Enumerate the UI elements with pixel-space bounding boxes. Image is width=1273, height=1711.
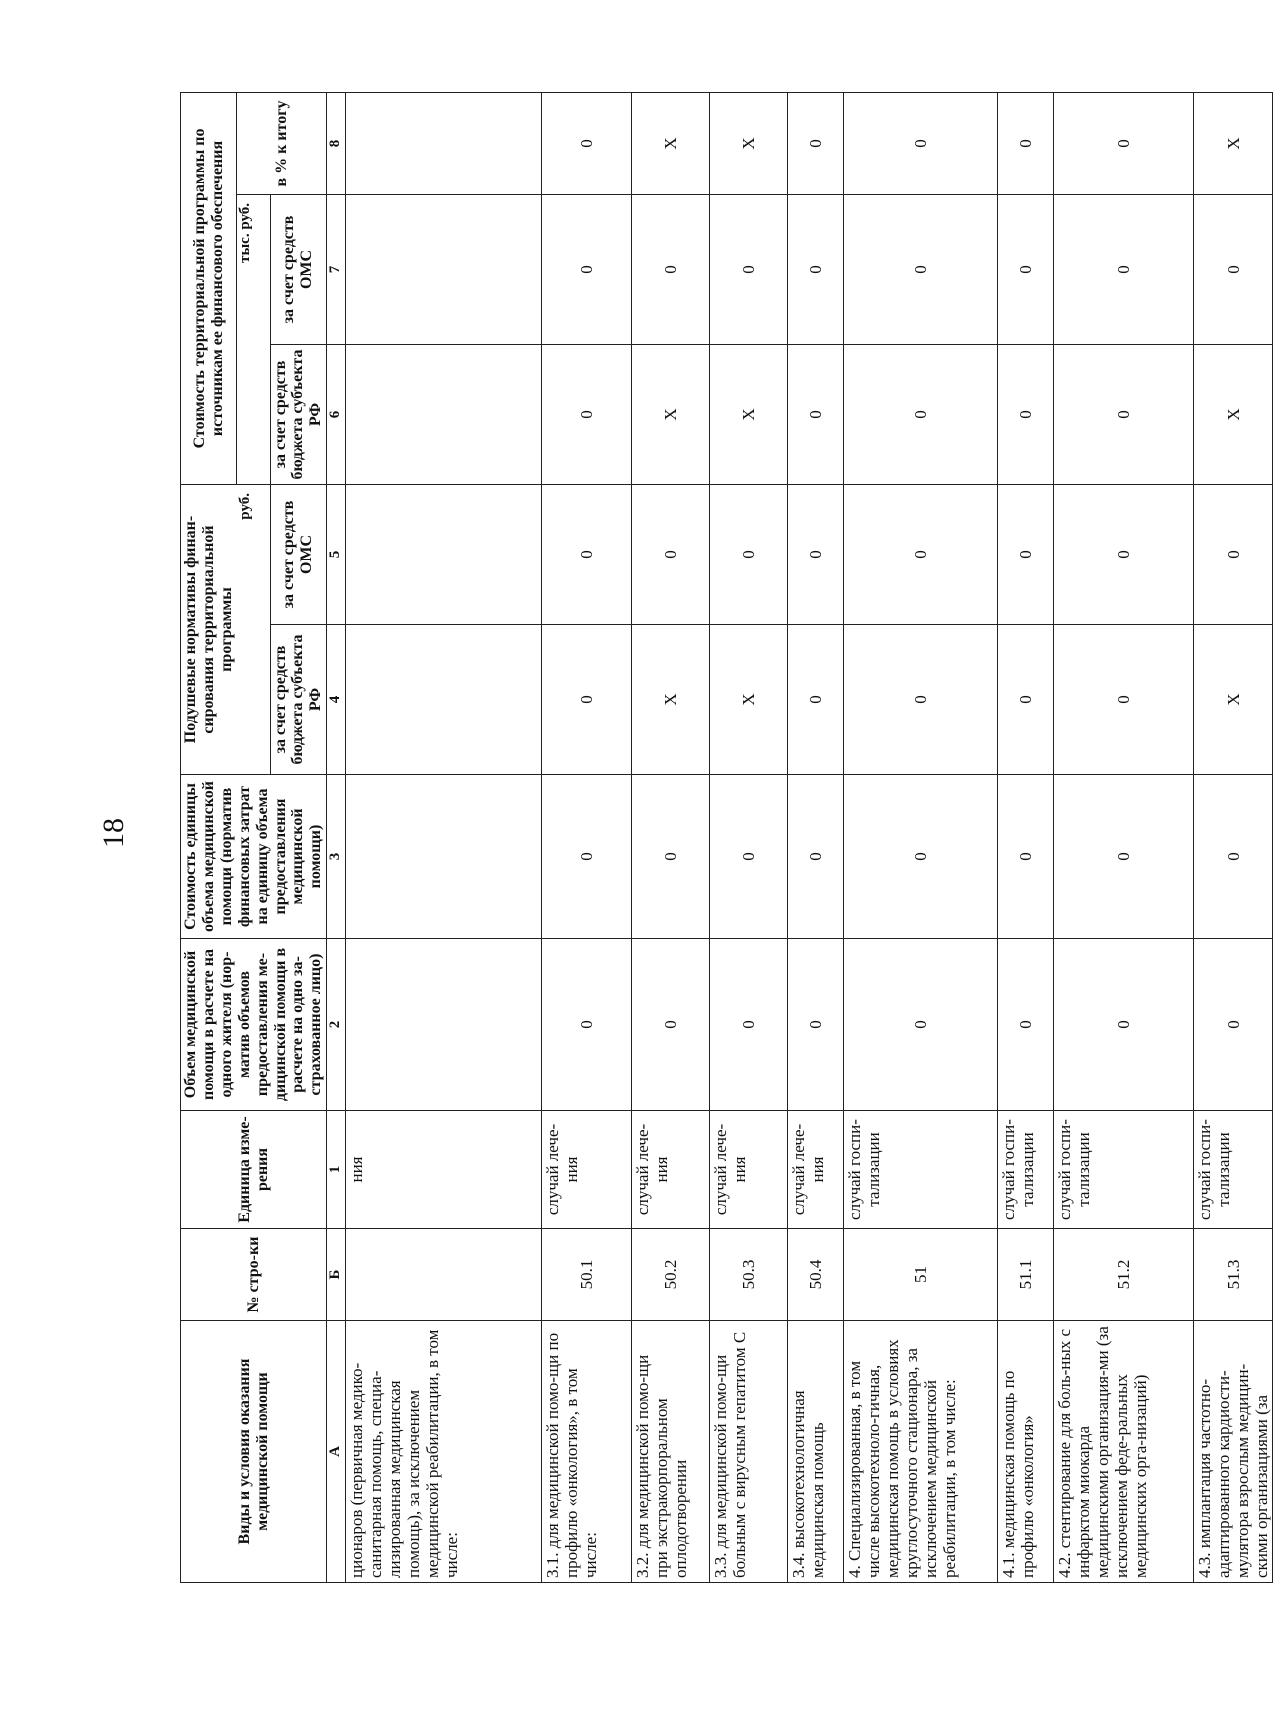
header-row-no: № стро-ки: [181, 1229, 327, 1321]
cell-percent: 0: [844, 92, 998, 194]
cell-per-capita-budget: 0: [788, 625, 844, 775]
cell-percent: [346, 92, 542, 194]
cell-cost-oms: 0: [710, 194, 788, 344]
cell-percent: X: [1194, 92, 1273, 194]
row-name: ционаров (первичная медико-санитарная помощь, специа-лизированная медицинская помощь), за исключением медицинской реабилитации, в том числе:: [346, 1321, 542, 1583]
header-kinds: Виды и условия оказания медицинской помощи: [181, 1321, 327, 1583]
column-number: А: [327, 1321, 346, 1583]
cell-per-capita-budget: X: [1194, 625, 1273, 775]
row-name: 4.1. медицинская помощь по профилю «онкология»: [998, 1321, 1054, 1583]
row-name: 3.2. для медицинской помо-щи при экстракорпоральном оплодотворении: [632, 1321, 710, 1583]
cell-cost-unit: 0: [788, 775, 844, 939]
column-number: 7: [327, 194, 346, 344]
row-number: 50.3: [710, 1229, 788, 1321]
cell-per-capita-oms: 0: [1054, 484, 1194, 624]
cell-cost-budget: 0: [788, 344, 844, 484]
row-number: 50.2: [632, 1229, 710, 1321]
header-budget-rf-2: за счет средств бюджета субъекта РФ: [270, 344, 327, 484]
cell-cost-budget: X: [710, 344, 788, 484]
program-cost-unit: тыс. руб.: [237, 194, 270, 484]
cell-volume: [346, 939, 542, 1111]
row-number: 51.3: [1194, 1229, 1273, 1321]
column-number: 4: [327, 625, 346, 775]
cell-cost-oms: 0: [1194, 194, 1273, 344]
cell-per-capita-oms: 0: [788, 484, 844, 624]
cell-volume: 0: [844, 939, 998, 1111]
column-number: Б: [327, 1229, 346, 1321]
cell-cost-budget: X: [1194, 344, 1273, 484]
row-name: 4.3. имплантация частотно-адаптированного кардиости-мулятора взрослым медицин-скими организациями (за: [1194, 1321, 1273, 1583]
per-capita-unit: руб.: [237, 484, 270, 774]
row-unit: случай лече-ния: [632, 1111, 710, 1229]
row-unit: случай госпи-тализации: [1054, 1111, 1194, 1229]
cell-cost-unit: 0: [998, 775, 1054, 939]
cell-cost-oms: 0: [1054, 194, 1194, 344]
cell-cost-budget: [346, 344, 542, 484]
rotated-table-container: [180, 93, 1272, 1583]
cell-percent: 0: [788, 92, 844, 194]
column-number: 8: [327, 92, 346, 194]
cell-cost-oms: 0: [788, 194, 844, 344]
cell-cost-oms: 0: [844, 194, 998, 344]
cell-cost-budget: X: [632, 344, 710, 484]
cell-per-capita-budget: 0: [1054, 625, 1194, 775]
table-row: [1194, 92, 1273, 1582]
row-name: 3.3. для медицинской помо-щи больным с вирусным гепатитом С: [710, 1321, 788, 1583]
cell-percent: 0: [542, 92, 632, 194]
cell-volume: 0: [542, 939, 632, 1111]
cell-volume: 0: [710, 939, 788, 1111]
cell-percent: 0: [1054, 92, 1194, 194]
cell-cost-unit: 0: [844, 775, 998, 939]
cell-percent: 0: [998, 92, 1054, 194]
header-budget-rf-1: за счет средств бюджета субъекта РФ: [270, 625, 327, 775]
cell-percent: X: [710, 92, 788, 194]
cell-cost-unit: 0: [632, 775, 710, 939]
header-percent: в % к итогу: [237, 92, 327, 194]
cell-per-capita-oms: 0: [1194, 484, 1273, 624]
row-number: [346, 1229, 542, 1321]
cell-volume: 0: [1054, 939, 1194, 1111]
table-rotation-wrapper: [180, 93, 1272, 1583]
cell-per-capita-oms: [346, 484, 542, 624]
cell-cost-oms: 0: [632, 194, 710, 344]
header-volume: Объем медицинской помощи в расчете на одного жителя (нор-матив объемов предоставления ме-дицинской помощи в расчете на одно за-страхованное лицо): [181, 939, 327, 1111]
cell-cost-budget: 0: [1054, 344, 1194, 484]
cell-per-capita-oms: 0: [710, 484, 788, 624]
row-name: 3.1. для медицинской помо-щи по профилю «онкология», в том числе:: [542, 1321, 632, 1583]
row-unit: случай лече-ния: [710, 1111, 788, 1229]
cell-cost-budget: 0: [844, 344, 998, 484]
row-unit: случай госпи-тализации: [1194, 1111, 1273, 1229]
column-number: 2: [327, 939, 346, 1111]
row-unit: случай госпи-тализации: [998, 1111, 1054, 1229]
table-row: [710, 92, 788, 1582]
table-row: [1054, 92, 1194, 1582]
row-unit: случай лече-ния: [788, 1111, 844, 1229]
header-cost-unit: Стоимость единицы объема медицинской помощи (норматив финансовых затрат на единицу объема предоставления медицинской помощи): [181, 775, 327, 939]
cell-cost-oms: 0: [542, 194, 632, 344]
cell-percent: X: [632, 92, 710, 194]
column-number: 3: [327, 775, 346, 939]
row-number: 51: [844, 1229, 998, 1321]
cell-cost-oms: [346, 194, 542, 344]
cell-cost-unit: 0: [1194, 775, 1273, 939]
row-unit: случай лече-ния: [542, 1111, 632, 1229]
cell-cost-oms: 0: [998, 194, 1054, 344]
column-number: 1: [327, 1111, 346, 1229]
cell-per-capita-oms: 0: [844, 484, 998, 624]
table-row: [844, 92, 998, 1582]
row-number: 51.1: [998, 1229, 1054, 1321]
header-oms-2: за счет средств ОМС: [270, 194, 327, 344]
cell-volume: 0: [998, 939, 1054, 1111]
cell-per-capita-budget: [346, 625, 542, 775]
table-row: [632, 92, 710, 1582]
cell-cost-budget: 0: [998, 344, 1054, 484]
row-number: 50.1: [542, 1229, 632, 1321]
cell-volume: 0: [788, 939, 844, 1111]
table-body: [346, 92, 1273, 1582]
cell-per-capita-budget: X: [632, 625, 710, 775]
row-number: 51.2: [1054, 1229, 1194, 1321]
header-per-capita: Подушевые нормативы финан-сирования территориальной программы: [181, 484, 237, 774]
column-number: 5: [327, 484, 346, 624]
row-name: 4. Специализированная, в том числе высокотехноло-гичная, медицинская помощь в условиях круглосуточного стационара, за исключением медицинской реабилитации, в том числе:: [844, 1321, 998, 1583]
cell-volume: 0: [632, 939, 710, 1111]
cell-per-capita-budget: 0: [844, 625, 998, 775]
table-row: [998, 92, 1054, 1582]
cell-cost-unit: 0: [542, 775, 632, 939]
cell-per-capita-budget: 0: [542, 625, 632, 775]
cell-per-capita-budget: 0: [998, 625, 1054, 775]
header-oms-1: за счет средств ОМС: [270, 484, 327, 624]
table-row: [346, 92, 542, 1582]
table-row: [788, 92, 844, 1582]
cell-per-capita-oms: 0: [632, 484, 710, 624]
table-row: [542, 92, 632, 1582]
column-number: 6: [327, 344, 346, 484]
row-number: 50.4: [788, 1229, 844, 1321]
row-unit: случай госпи-тализации: [844, 1111, 998, 1229]
cell-volume: 0: [1194, 939, 1273, 1111]
header-program-cost: Стоимость территориальной программы по источникам ее финансового обеспечения: [181, 92, 237, 484]
cell-per-capita-oms: 0: [542, 484, 632, 624]
cell-cost-unit: 0: [710, 775, 788, 939]
cell-cost-budget: 0: [542, 344, 632, 484]
cell-per-capita-oms: 0: [998, 484, 1054, 624]
financing-table: [180, 92, 1273, 1583]
row-unit: ния: [346, 1111, 542, 1229]
cell-cost-unit: 0: [1054, 775, 1194, 939]
cell-cost-unit: [346, 775, 542, 939]
row-name: 4.2. стентирование для боль-ных с инфарктом миокарда медицинскими организация-ми (за исключением феде-ральных медицинских орга-низаций): [1054, 1321, 1194, 1583]
header-unit: Единица изме-рения: [181, 1111, 327, 1229]
cell-per-capita-budget: X: [710, 625, 788, 775]
page-number: 18: [97, 818, 130, 848]
row-name: 3.4. высокотехнологичная медицинская помощь: [788, 1321, 844, 1583]
